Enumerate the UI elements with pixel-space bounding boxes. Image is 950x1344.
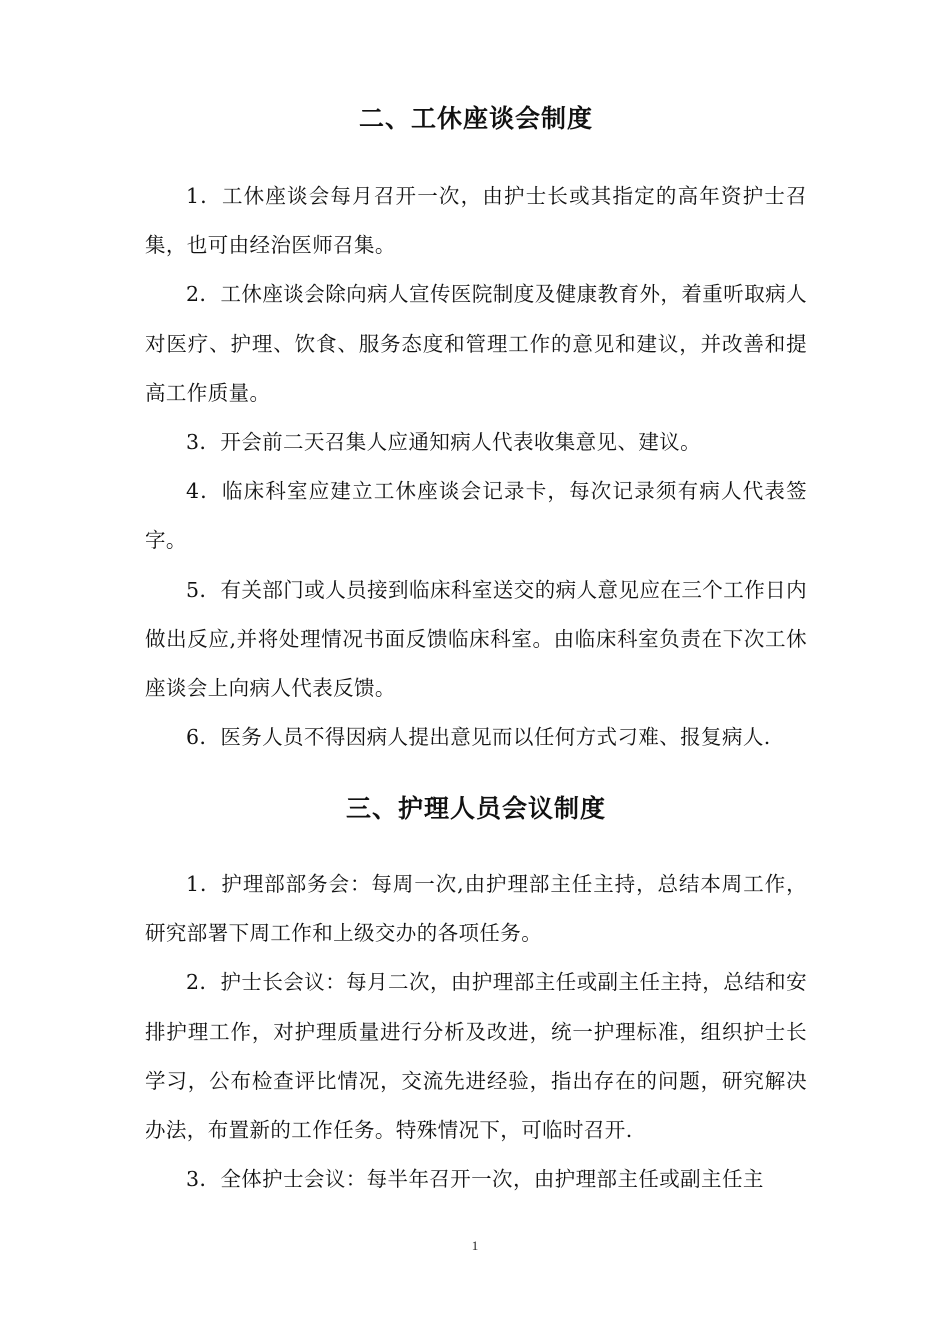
section-title: 三、护理人员会议制度 <box>345 794 606 823</box>
paragraph: 6．医务人员不得因病人提出意见而以任何方式刁难、报复病人. <box>186 725 771 750</box>
paragraph: 3．开会前二天召集人应通知病人代表收集意见、建议。 <box>186 430 702 455</box>
paragraph: 2．护士长会议：每月二次，由护理部主任或副主任主持，总结和安排护理工作，对护理质量进行分析及改进，统一护理标准，组织护士长学习，公布检查评比情况，交流先进经验，指出存在的问题，研究解决办法，布置新的工作任务。特殊情况下，可临时召开. <box>145 970 807 1143</box>
section-title: 二、工休座谈会制度 <box>358 104 593 133</box>
page-number: 1 <box>471 1238 479 1253</box>
paragraph: 3．全体护士会议：每半年召开一次，由护理部主任或副主任主 <box>186 1167 764 1192</box>
section-body <box>145 860 807 1204</box>
section-body <box>145 172 807 762</box>
paragraph: 1．护理部部务会：每周一次,由护理部主任主持，总结本周工作，研究部署下周工作和上级交办的各项任务。 <box>145 872 807 946</box>
paragraph: 1．工休座谈会每月召开一次，由护士长或其指定的高年资护士召集，也可由经治医师召集。 <box>145 184 807 258</box>
paragraph: 4．临床科室应建立工休座谈会记录卡，每次记录须有病人代表签字。 <box>145 479 807 553</box>
paragraph: 2．工休座谈会除向病人宣传医院制度及健康教育外，着重听取病人对医疗、护理、饮食、服务态度和管理工作的意见和建议，并改善和提高工作质量。 <box>145 282 807 405</box>
paragraph: 5．有关部门或人员接到临床科室送交的病人意见应在三个工作日内做出反应,并将处理情况书面反馈临床科室。由临床科室负责在下次工休座谈会上向病人代表反馈。 <box>145 577 807 701</box>
